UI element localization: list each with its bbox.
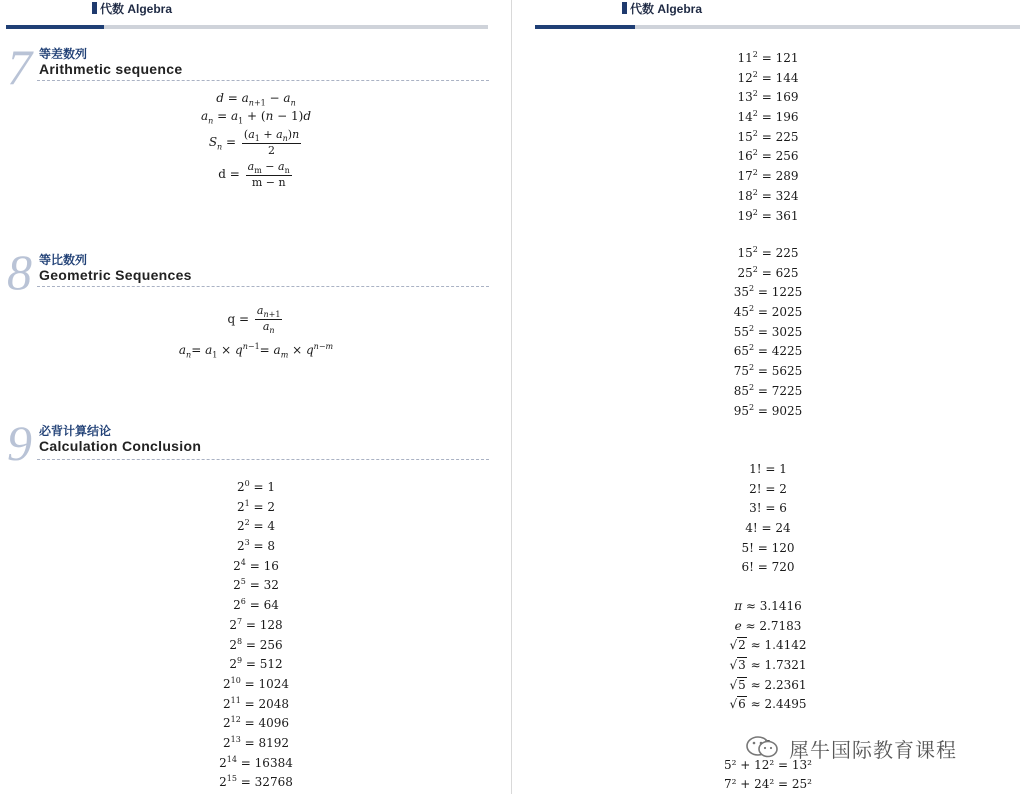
- power-exponent: 7: [236, 616, 243, 626]
- power-value: = 2: [249, 499, 276, 514]
- constant-row: [512, 636, 1024, 656]
- power-exponent: 2: [752, 264, 758, 274]
- powers-of-two-list: [0, 474, 512, 789]
- power-exponent: 11: [230, 695, 241, 705]
- power-row: [512, 163, 1024, 183]
- header-bar-right: [535, 25, 1020, 29]
- power-base: 12: [737, 70, 753, 85]
- page-header: [92, 0, 172, 18]
- power-value: = 121: [757, 51, 799, 65]
- section-8-title-cn: 等比数列: [39, 253, 88, 267]
- sqrt-symbol: √: [729, 677, 738, 692]
- power-row: [0, 691, 512, 711]
- power-base: 2: [219, 775, 227, 790]
- header-label: 代数 Algebra: [100, 2, 173, 16]
- power-base: 2: [236, 480, 245, 494]
- factorial-row: 2! = 2: [749, 481, 787, 496]
- constant-symbol: 2: [738, 638, 746, 653]
- factorials-list: [512, 460, 1024, 578]
- sqrt-symbol: √: [729, 658, 738, 673]
- power-base: 14: [737, 110, 753, 125]
- power-exponent: 2: [752, 89, 758, 99]
- power-exponent: 2: [748, 343, 755, 353]
- power-base: 15: [737, 129, 753, 144]
- squares-ending-5-list: [512, 240, 1024, 417]
- power-row: [512, 319, 1024, 339]
- power-value: = 324: [757, 188, 799, 203]
- power-value: = 289: [757, 169, 799, 184]
- power-value: = 5625: [754, 364, 803, 379]
- power-exponent: 2: [752, 168, 758, 178]
- power-exponent: 8: [236, 636, 243, 646]
- power-value: = 4: [249, 519, 276, 534]
- section-7-number: 7: [7, 39, 32, 95]
- power-value: = 9025: [754, 403, 803, 418]
- factorial-row: 3! = 6: [749, 501, 787, 516]
- power-base: 18: [737, 188, 753, 203]
- section-8-title-en: Geometric Sequences: [39, 267, 192, 283]
- power-value: = 625: [757, 265, 799, 280]
- power-value: = 4225: [754, 344, 803, 359]
- power-base: 2: [222, 735, 231, 750]
- power-base: 2: [229, 657, 237, 672]
- constant-symbol: 6: [738, 697, 746, 712]
- power-row: [512, 299, 1024, 319]
- power-row: [512, 45, 1024, 65]
- wechat-icon: [745, 735, 779, 759]
- power-row: [0, 769, 512, 789]
- power-row: [512, 279, 1024, 299]
- constant-symbol: π: [734, 599, 743, 613]
- power-base: 15: [737, 246, 753, 260]
- power-row: [512, 183, 1024, 203]
- power-row: [0, 513, 512, 533]
- left-page: [0, 0, 512, 794]
- section-9-title-cn: 必背计算结论: [39, 424, 112, 438]
- power-value: = 512: [242, 657, 283, 672]
- constant-row: [512, 617, 1024, 637]
- power-base: 65: [733, 344, 749, 359]
- power-value: = 128: [242, 617, 283, 632]
- power-row: [0, 710, 512, 730]
- power-row: [512, 240, 1024, 260]
- power-row: [512, 378, 1024, 398]
- power-base: 2: [222, 676, 231, 691]
- power-row: [0, 474, 512, 494]
- constant-value: ≈ 3.1416: [742, 599, 802, 613]
- power-exponent: 3: [244, 538, 250, 548]
- power-row: [512, 84, 1024, 104]
- power-base: 2: [233, 558, 241, 573]
- power-value: = 1024: [240, 676, 290, 691]
- power-base: 19: [737, 208, 753, 223]
- header-mark: [622, 2, 627, 14]
- constant-row: [512, 695, 1024, 715]
- power-value: = 8192: [240, 735, 290, 750]
- sqrt-symbol: √: [729, 697, 738, 712]
- section-9-rule: [37, 459, 489, 460]
- power-exponent: 6: [240, 597, 246, 607]
- power-value: = 361: [757, 208, 799, 223]
- power-base: 2: [236, 519, 245, 534]
- power-base: 2: [233, 578, 241, 593]
- power-value: = 7225: [754, 383, 803, 398]
- page-header-right: [622, 0, 702, 18]
- power-base: 16: [737, 149, 753, 164]
- power-exponent: 2: [748, 304, 755, 314]
- power-value: = 4096: [240, 716, 290, 731]
- power-row: [512, 338, 1024, 358]
- constant-value: ≈ 1.4142: [746, 638, 807, 653]
- power-exponent: 15: [226, 774, 237, 784]
- power-exponent: 2: [752, 207, 758, 217]
- power-value: = 256: [242, 637, 283, 652]
- power-exponent: 2: [752, 128, 758, 138]
- constant-row: [512, 676, 1024, 696]
- power-value: = 2048: [240, 696, 290, 711]
- power-exponent: 5: [240, 577, 246, 587]
- power-exponent: 1: [244, 498, 250, 508]
- power-exponent: 2: [752, 148, 758, 158]
- watermark-text: 犀牛国际教育课程: [789, 738, 957, 762]
- section-7-rule: [37, 80, 489, 81]
- constant-value: ≈ 1.7321: [746, 658, 807, 673]
- power-base: 17: [737, 169, 753, 184]
- constant-symbol: 3: [738, 658, 746, 673]
- power-base: 2: [222, 716, 231, 731]
- power-base: 25: [737, 265, 753, 280]
- power-row: [512, 124, 1024, 144]
- section-8-number: 8: [7, 244, 32, 300]
- power-value: = 16: [245, 558, 279, 573]
- power-row: [0, 750, 512, 770]
- power-value: = 144: [757, 70, 799, 85]
- pythagorean-row: 5² + 12² = 13²: [724, 757, 812, 772]
- power-exponent: 2: [748, 363, 755, 373]
- power-base: 2: [229, 617, 237, 632]
- watermark: [745, 733, 995, 763]
- constant-row: [512, 656, 1024, 676]
- sqrt-symbol: √: [729, 638, 738, 653]
- power-row: [512, 358, 1024, 378]
- power-row: [0, 572, 512, 592]
- power-base: 45: [733, 305, 749, 320]
- power-row: [0, 494, 512, 514]
- formula-common-difference: $d = a_{n+1} - a_n$: [216, 91, 296, 108]
- power-value: = 16384: [236, 755, 293, 770]
- power-row: [0, 592, 512, 612]
- power-value: = 196: [757, 110, 799, 125]
- power-exponent: 10: [230, 675, 241, 685]
- power-base: 2: [229, 637, 237, 652]
- constant-symbol: e: [734, 618, 742, 633]
- power-value: = 256: [757, 149, 799, 164]
- power-value: = 169: [757, 90, 799, 105]
- power-row: [512, 65, 1024, 85]
- power-row: [0, 533, 512, 553]
- header-bar: [6, 25, 488, 29]
- power-base: 75: [733, 364, 749, 379]
- power-row: [512, 260, 1024, 280]
- power-row: [0, 612, 512, 632]
- formula-sum: $S_n$ = $\frac{(a_1 + a_n)n}{2}$: [208, 128, 300, 158]
- power-row: [0, 632, 512, 652]
- power-exponent: 14: [226, 754, 237, 764]
- power-base: 2: [236, 539, 245, 554]
- constants-list: [512, 597, 1024, 715]
- constant-value: ≈ 2.4495: [746, 697, 807, 712]
- power-exponent: 12: [230, 715, 241, 725]
- power-value: = 8: [249, 539, 276, 554]
- power-value: = 1225: [754, 285, 803, 300]
- right-page: [512, 0, 1024, 794]
- power-exponent: 2: [748, 284, 755, 294]
- factorial-row: 1! = 1: [749, 462, 787, 476]
- section-8-rule: [37, 286, 489, 287]
- power-base: 95: [733, 403, 749, 418]
- header-label: 代数 Algebra: [630, 2, 703, 16]
- power-exponent: 2: [244, 518, 250, 528]
- formula-d-from-terms: d = $\frac{a_m - a_n}{m - n}$: [218, 160, 290, 190]
- factorial-row: 5! = 120: [741, 540, 795, 555]
- power-base: 2: [219, 755, 227, 770]
- power-value: = 225: [757, 246, 799, 260]
- power-value: = 64: [245, 598, 279, 613]
- power-base: 35: [733, 285, 749, 300]
- constant-value: ≈ 2.2361: [746, 677, 807, 692]
- header-mark: [92, 2, 97, 14]
- constant-symbol: 5: [738, 677, 746, 692]
- power-exponent: 2: [752, 69, 758, 79]
- power-value: = 3025: [754, 324, 803, 339]
- factorial-row: 4! = 24: [745, 521, 791, 536]
- factorial-row: 6! = 720: [741, 560, 795, 575]
- power-exponent: 2: [752, 50, 758, 59]
- power-exponent: 2: [748, 382, 755, 392]
- formula-geometric-term: $a_n= a_1 \times q^{n-1}= a_m \times q^{n-m}$: [178, 342, 334, 360]
- formula-nth-term: $a_n = a_1 + (n - 1)d$: [200, 109, 312, 126]
- power-value: = 1: [249, 480, 276, 494]
- power-base: 13: [737, 90, 753, 105]
- power-exponent: 2: [752, 187, 758, 197]
- pythagorean-row: 7² + 24² = 25²: [724, 777, 812, 792]
- power-value: = 32768: [236, 775, 293, 790]
- power-row: [512, 143, 1024, 163]
- power-exponent: 13: [230, 734, 241, 744]
- power-base: 55: [733, 324, 749, 339]
- squares-11-to-19-list: [512, 45, 1024, 222]
- power-row: [0, 671, 512, 691]
- power-base: 2: [222, 696, 231, 711]
- constant-value: ≈ 2.7183: [741, 618, 802, 633]
- section-9-title-en: Calculation Conclusion: [39, 438, 202, 454]
- section-7-title-en: Arithmetic sequence: [39, 61, 183, 77]
- power-exponent: 2: [748, 402, 755, 412]
- power-exponent: 2: [748, 323, 755, 333]
- section-7-title-cn: 等差数列: [39, 47, 88, 61]
- power-exponent: 4: [240, 557, 246, 567]
- power-exponent: 2: [752, 109, 758, 119]
- power-base: 2: [233, 598, 241, 613]
- power-row: [512, 104, 1024, 124]
- power-row: [0, 553, 512, 573]
- power-exponent: 0: [244, 479, 250, 488]
- power-row: [0, 730, 512, 750]
- power-exponent: 2: [752, 245, 758, 254]
- power-value: = 2025: [754, 305, 803, 320]
- power-row: [512, 398, 1024, 418]
- power-base: 2: [236, 499, 245, 514]
- power-base: 85: [733, 383, 749, 398]
- power-value: = 225: [757, 129, 799, 144]
- power-base: 11: [737, 51, 753, 65]
- formula-common-ratio: q = $\frac{a_{n+1}}{a_n}$: [227, 304, 281, 336]
- constant-row: [512, 597, 1024, 617]
- power-row: [0, 651, 512, 671]
- power-value: = 32: [245, 578, 279, 593]
- power-row: [512, 203, 1024, 223]
- power-exponent: 9: [236, 656, 243, 666]
- section-9-number: 9: [7, 415, 32, 471]
